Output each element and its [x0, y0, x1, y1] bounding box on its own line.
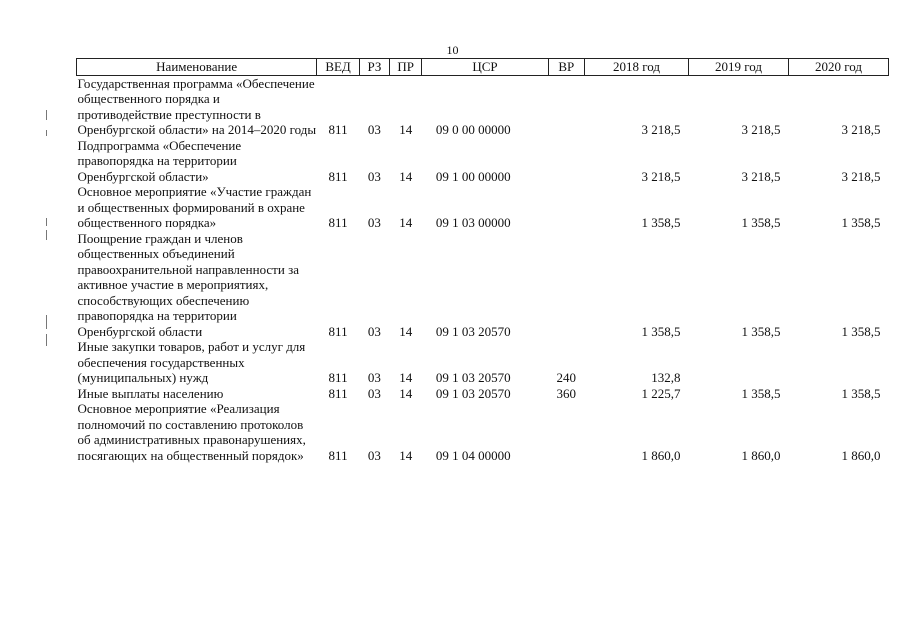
row-name: Иные выплаты населению: [77, 385, 224, 401]
row-2019: 1 358,5: [741, 385, 781, 401]
row-2018: 3 218,5: [641, 168, 681, 184]
header-2019: 2019 год: [688, 59, 788, 76]
row-pr: 14: [399, 122, 413, 137]
row-name: Подпрограмма «Обеспечение правопорядка на территории Оренбургской области»: [77, 137, 242, 184]
row-csr: 09 1 04 00000: [435, 447, 511, 463]
row-2019: [688, 339, 788, 386]
row-ved: 811: [328, 447, 348, 463]
table-row: [77, 75, 889, 138]
row-2018: 1 358,5: [641, 323, 681, 339]
budget-table: [76, 58, 889, 463]
row-vr: [548, 138, 584, 185]
row-name: Основное мероприятие «Участие граждан и общественных формирований в охране общественного порядка»: [77, 184, 312, 230]
row-2018: 132,8: [651, 370, 681, 385]
table-row: [77, 184, 889, 231]
header-rz: РЗ: [359, 59, 389, 76]
page-number: 10: [446, 43, 459, 57]
row-2019: 1 358,5: [741, 215, 781, 230]
row-pr: 14: [399, 168, 413, 184]
row-rz: 03: [367, 370, 381, 385]
table-row: [77, 231, 889, 340]
row-pr: 14: [399, 215, 413, 230]
row-name: Основное мероприятие «Реализация полномочий по составлению протоколов об административных правонарушениях, посягающих на общественный порядок»: [77, 401, 306, 463]
row-ved: 811: [328, 122, 348, 137]
row-rz: 03: [367, 447, 381, 463]
row-2019: 3 218,5: [741, 122, 781, 137]
row-csr: 09 1 03 20570: [435, 323, 511, 339]
table-row: [77, 138, 889, 185]
table-header: [77, 59, 889, 76]
header-ved: ВЕД: [317, 59, 359, 76]
row-2019: 1 358,5: [741, 323, 781, 339]
row-2019: 3 218,5: [741, 168, 781, 184]
row-2020: 1 358,5: [841, 215, 881, 230]
row-ved: 811: [328, 370, 348, 385]
header-pr: ПР: [390, 59, 422, 76]
table-row: [77, 339, 889, 386]
margin-marks: [44, 110, 50, 370]
table-row: [77, 386, 889, 402]
row-2020: 3 218,5: [841, 122, 881, 137]
header-vr: ВР: [548, 59, 584, 76]
row-rz: 03: [367, 385, 381, 401]
row-vr: [548, 184, 584, 231]
row-vr: [548, 75, 584, 138]
row-2018: 1 225,7: [641, 385, 681, 401]
row-2018: 1 860,0: [641, 447, 681, 463]
row-pr: 14: [399, 447, 413, 463]
row-2018: 1 358,5: [641, 215, 681, 230]
header-csr: ЦСР: [422, 59, 548, 76]
row-2020: 3 218,5: [841, 168, 881, 184]
row-vr: 240: [556, 370, 577, 385]
header-2018: 2018 год: [584, 59, 688, 76]
header-row: [77, 59, 889, 76]
row-csr: 09 1 03 00000: [435, 215, 511, 230]
row-ved: 811: [328, 323, 348, 339]
row-name: Поощрение граждан и членов общественных объединений правоохранительной направленности за активное участие в мероприятиях, способствующих обеспечению правопорядка на территории Оренбургской области: [77, 230, 299, 339]
row-2018: 3 218,5: [641, 122, 681, 137]
row-2020: 1 358,5: [841, 323, 881, 339]
row-vr: [548, 231, 584, 340]
row-vr: 360: [556, 385, 577, 401]
row-rz: 03: [367, 168, 381, 184]
row-name: Государственная программа «Обеспечение общественного порядка и противодействие преступности в Оренбургской области» на 2014–2020 годы: [77, 75, 317, 137]
row-2020: [788, 339, 888, 386]
table-row: [77, 401, 889, 463]
row-2020: 1 860,0: [841, 447, 881, 463]
row-csr: 09 1 00 00000: [435, 168, 511, 184]
row-name: Иные закупки товаров, работ и услуг для обеспечения государственных (муниципальных) нужд: [77, 339, 306, 385]
row-2020: 1 358,5: [841, 385, 881, 401]
row-csr: 09 1 03 20570: [435, 385, 511, 401]
row-ved: 811: [328, 215, 348, 230]
row-2019: 1 860,0: [741, 447, 781, 463]
row-csr: 09 0 00 00000: [435, 122, 511, 137]
row-pr: 14: [399, 385, 413, 401]
row-vr: [548, 401, 584, 463]
header-2020: 2020 год: [788, 59, 888, 76]
row-csr: 09 1 03 20570: [435, 370, 511, 385]
row-rz: 03: [367, 122, 381, 137]
header-name: Наименование: [77, 59, 317, 76]
row-pr: 14: [399, 323, 413, 339]
row-ved: 811: [328, 385, 348, 401]
row-pr: 14: [399, 370, 413, 385]
row-ved: 811: [328, 168, 348, 184]
row-rz: 03: [367, 323, 381, 339]
row-rz: 03: [367, 215, 381, 230]
